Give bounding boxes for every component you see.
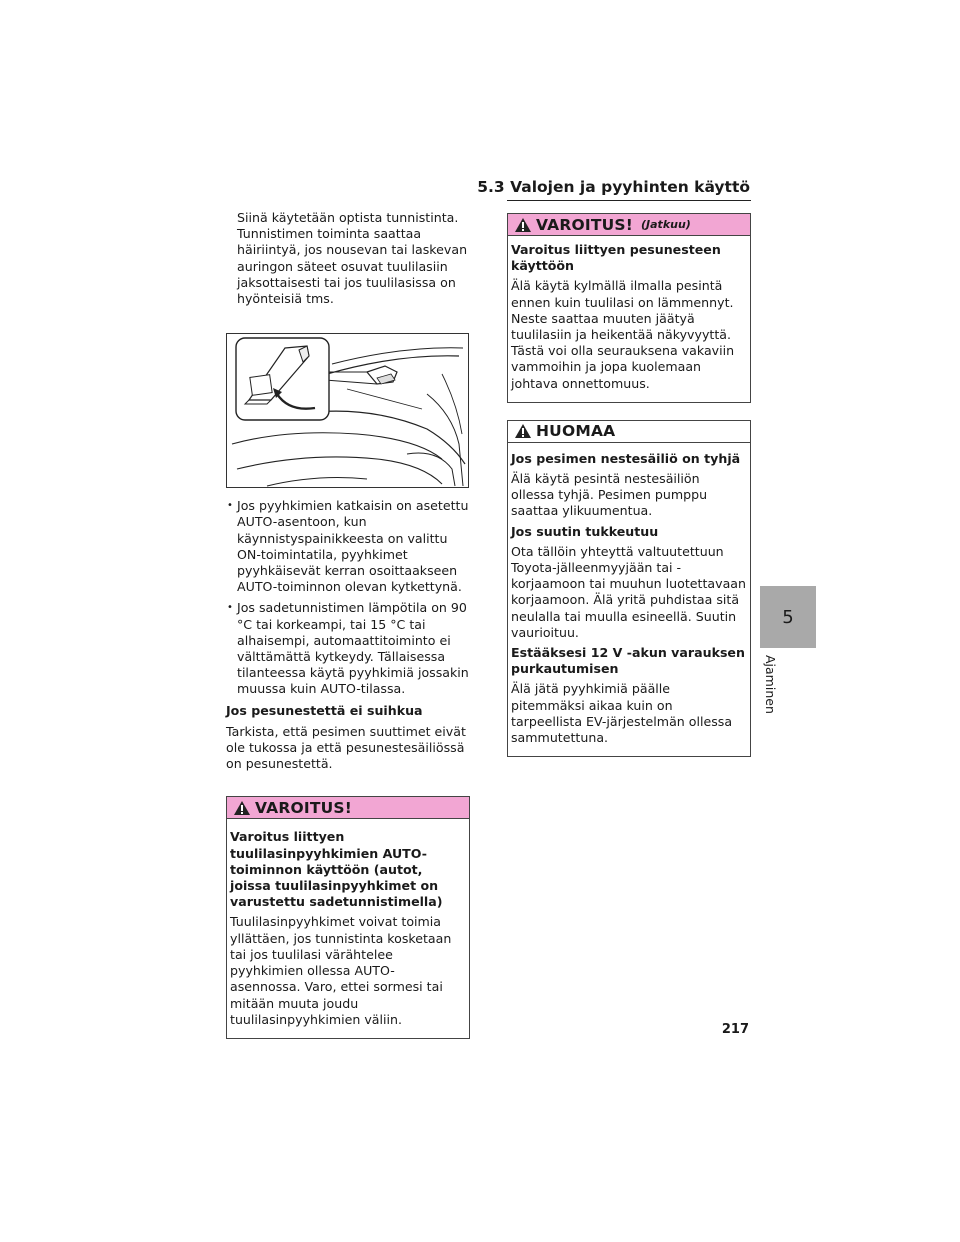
notice-box xyxy=(507,420,751,757)
chapter-number: 5 xyxy=(782,606,794,628)
notice-triangle-icon xyxy=(514,423,532,439)
warning-triangle-icon xyxy=(514,217,532,233)
left-column xyxy=(226,210,470,1039)
warning-heading: Varoitus liittyen tuulilasinpyyhkimien AUTO-toiminnon käyttöön (autot, joissa tuulilasinpyyhkimet on varustettu sadetunnistimella) xyxy=(230,829,443,910)
warning-text: Älä käytä kylmällä ilmalla pesintä ennen kuin tuulilasi on lämmennyt. Neste saattaa muuten jäätyä tuulilasiin ja heikentää näkyvyyttä. Tästä voi olla seurauksena vakaviin vammoihin ja jopa kuolemaan johtava onnettomuus. xyxy=(511,278,735,391)
warning-box xyxy=(226,796,470,1038)
right-column xyxy=(507,213,751,757)
warning-title: VAROITUS! xyxy=(255,798,353,817)
warning-text: Tuulilasinpyyhkimet voivat toimia yllättäen, jos tunnistinta kosketaan tai jos tuulilasi värähtelee pyyhkimien ollessa AUTO-asennossa. Varo, ettei sormesi tai mitään muuta joudu tuulilasinpyyhkimien väliin. xyxy=(230,914,452,1027)
warning-header xyxy=(227,797,469,819)
notice-text-3: Älä jätä pyyhkimiä päälle pitemmäksi aikaa kuin on tarpeellista EV-järjestelmän ollessa sammutettuna. xyxy=(511,681,733,746)
header-rule xyxy=(507,200,751,201)
bullet-list xyxy=(226,498,470,697)
notice-heading-3: Estääksesi 12 V -akun varauksen purkautumisen xyxy=(511,645,745,677)
list-item: • Jos pyyhkimien katkaisin on asetettu AUTO-asentoon, kun käynnistyspainikkeesta on valittu ON-toimintatila, pyyhkimet pyyhkäisevät kerran osoittaakseen AUTO-toiminnon olevan kytkettynä. xyxy=(226,498,470,595)
notice-title: HUOMAA xyxy=(536,422,616,441)
warning-box-continued xyxy=(507,213,751,403)
continued-label: (Jatkuu) xyxy=(641,218,691,231)
list-item: • Jos sadetunnistimen lämpötila on 90 °C tai korkeampi, tai 15 °C tai alhaisempi, automaattitoiminto ei välttämättä kytkeydy. Tällaisessa tilanteessa käytä pyyhkimiä jossakin muussa kuin AUTO-tilassa. xyxy=(226,600,470,697)
subheading-text: Tarkista, että pesimen suuttimet eivät ole tukossa ja että pesunestesäiliössä on pesunestettä. xyxy=(226,723,466,772)
notice-header xyxy=(508,421,750,443)
intro-text: Siinä käytetään optista tunnistinta. Tunnistimen toiminta saattaa häiriintyä, jos nousevan tai laskevan auringon säteet osuvat tuulilasiin jaksottaisesti tai jos tuulilasissa on hyönteisiä tms. xyxy=(237,210,468,307)
warning-triangle-icon xyxy=(233,800,251,816)
warning-header xyxy=(508,214,750,236)
chapter-label-text: Ajaminen xyxy=(763,655,778,714)
subheading: Jos pesunestettä ei suihkua xyxy=(226,702,423,718)
notice-heading-1: Jos pesimen nestesäiliö on tyhjä xyxy=(511,450,741,466)
page-number: 217 xyxy=(721,1022,749,1037)
rain-sensor-illustration xyxy=(226,333,469,488)
chapter-tab xyxy=(760,586,816,648)
notice-text-2: Ota tällöin yhteyttä valtuutettuun Toyota-jälleenmyyjään tai -korjaamoon tai muuhun luotettavaan korjaamoon. Älä yritä puhdistaa sitä neulalla tai muulla esineellä. Suutin vaurioituu. xyxy=(511,543,746,640)
notice-text-1: Älä käytä pesintä nestesäiliön ollessa tyhjä. Pesimen pumppu saattaa ylikuumentua. xyxy=(511,471,708,519)
warning-title: VAROITUS! xyxy=(536,215,634,234)
chapter-label xyxy=(762,655,782,715)
section-title: 5.3 Valojen ja pyyhinten käyttö xyxy=(477,178,750,196)
warning-heading: Varoitus liittyen pesunesteen käyttöön xyxy=(511,242,721,274)
notice-heading-2: Jos suutin tukkeutuu xyxy=(511,523,659,539)
